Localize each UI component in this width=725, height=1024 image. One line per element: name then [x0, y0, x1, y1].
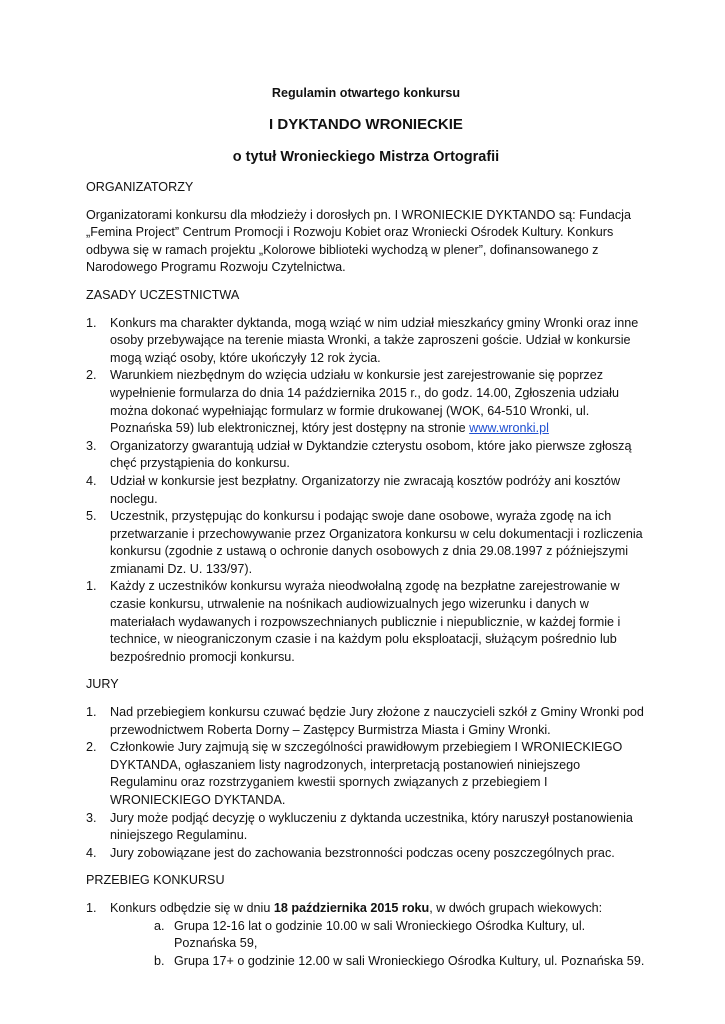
list-marker: 2.: [86, 740, 97, 755]
document-tagline: o tytuł Wronieckiego Mistrza Ortografii: [232, 149, 500, 165]
section-heading-jury: JURY: [86, 677, 119, 692]
section-heading-organizers: ORGANIZATORZY: [86, 180, 194, 194]
document-subtitle: Regulamin otwartego konkursu: [271, 86, 461, 100]
list-item: [86, 810, 646, 845]
list-marker: 2.: [86, 368, 97, 383]
list-marker: a.: [154, 918, 165, 933]
list-item: [86, 900, 646, 970]
event-date: 18 października 2015 roku: [273, 900, 430, 915]
jury-list: [86, 704, 646, 862]
section-heading-rules: ZASADY UCZESTNICTWA: [86, 287, 240, 302]
list-item-text: Udział w konkursie jest bezpłatny. Organizatorzy nie zwracają kosztów podróży ani kosztów noclegu.: [110, 473, 621, 506]
course-list: [86, 900, 646, 970]
list-item: [86, 473, 646, 508]
rules-list: [86, 315, 646, 667]
list-item: [86, 438, 646, 473]
list-item: [86, 845, 646, 863]
list-item: [86, 578, 646, 666]
list-item: [86, 508, 646, 578]
list-marker: 3.: [86, 438, 97, 453]
document-title: I DYKTANDO WRONIECKIE: [269, 116, 463, 133]
list-marker: b.: [154, 953, 165, 968]
list-subitem-text: Grupa 17+ o godzinie 12.00 w sali Wronieckiego Ośrodka Kultury, ul. Poznańska 59.: [174, 953, 645, 968]
list-item-text: Uczestnik, przystępując do konkursu i podając swoje dane osobowe, wyraża zgodę na ich przetwarzanie i przechowywanie przez Organizatora konkursu w celu dokumentacji i rozliczenia konkursu (zgodnie z ustawą o ochronie danych osobowych z dnia 29.08.1997 z późniejszymi zmianami Dz. U. 133/97).: [110, 509, 643, 576]
list-marker: 4.: [86, 473, 97, 488]
list-marker: 5.: [86, 509, 97, 524]
section-heading-course: PRZEBIEG KONKURSU: [86, 873, 225, 888]
website-link[interactable]: www.wronki.pl: [469, 421, 549, 436]
list-marker: 1.: [86, 579, 97, 594]
organizers-paragraph: Organizatorami konkursu dla młodzieży i dorosłych pn. I WRONIECKIE DYKTANDO są: Fundacja „Femina Project” Centrum Promocji i Rozwoju Kobiet oraz Wroniecki Ośrodek Kultury. Konkurs odbywa się w ramach projektu „Kolorowe biblioteki wychodzą w plener”, dofinansowanego z Narodowego Programu Rozwoju Czytelnictwa.: [86, 207, 631, 275]
list-subitem: [110, 918, 646, 953]
list-subitem-text: Grupa 12-16 lat o godzinie 10.00 w sali Wronieckiego Ośrodka Kultury, ul. Poznańska 59,: [174, 918, 586, 951]
list-marker: 1.: [86, 315, 97, 330]
list-item: [86, 739, 646, 809]
list-item-text: Członkowie Jury zajmują się w szczególności prawidłowym przebiegiem I WRONIECKIEGO DYKTANDA, ogłaszaniem listy nagrodzonych, interpretacją postanowień niniejszego Regulaminu oraz rozstrzyganiem kwestii spornych związanych z przebiegiem I WRONIECKIEGO DYKTANDA.: [110, 740, 623, 807]
list-marker: 1.: [86, 900, 97, 915]
document-page: [86, 84, 646, 980]
list-item-text: Organizatorzy gwarantują udział w Dyktandzie czterystu osobom, które jako pierwsze zgłoszą chęć przystąpienia do konkursu.: [110, 438, 632, 471]
list-marker: 1.: [86, 705, 97, 720]
list-item: [86, 704, 646, 739]
list-subitem: [110, 953, 646, 971]
list-marker: 3.: [86, 810, 97, 825]
list-item: [86, 315, 646, 368]
list-item-text: Jury zobowiązane jest do zachowania bezstronności podczas oceny poszczególnych prac.: [110, 845, 615, 860]
list-item-text: Konkurs odbędzie się w dniu: [110, 900, 274, 915]
list-item: [86, 367, 646, 437]
list-item-text: Nad przebiegiem konkursu czuwać będzie Jury złożone z nauczycieli szkół z Gminy Wronki pod przewodnictwem Roberta Dorny – Zastępcy Burmistrza Miasta i Gminy Wronki.: [110, 705, 644, 737]
age-groups-list: [110, 918, 646, 971]
list-item-text-end: , w dwóch grupach wiekowych:: [429, 900, 603, 915]
list-marker: 4.: [86, 845, 97, 860]
list-item-text: Konkurs ma charakter dyktanda, mogą wziąć w nim udział mieszkańcy gminy Wronki oraz inne osoby przebywające na terenie miasta Wronki, a także zaproszeni goście. Udział w konkursie mogą wziąć osoby, które ukończyły 12 rok życia.: [110, 315, 639, 365]
list-item-text: Warunkiem niezbędnym do wzięcia udziału w konkursie jest zarejestrowanie się poprzez wypełnienie formularza do dnia 14 października 2015 r., do godz. 14.00, Zgłoszenia udziału można dokonać wypełniając formularz w formie drukowanej (WOK, 64-510 Wronki, ul. Poznańska 59) lub elektronicznej, który jest dostępny na stronie: [110, 368, 619, 436]
list-item-text: Każdy z uczestników konkursu wyraża nieodwołalną zgodę na bezpłatne zarejestrowanie w czasie konkursu, utrwalenie na nośnikach audiowizualnych jego wizerunku i danych w materiałach wydawanych i rozpowszechnianych publicznie i niepublicznie, w każdej formie i technice, w nieograniczonym czasie i na każdym polu eksploatacji, służącym pośrednio lub bezpośrednio promocji konkursu.: [110, 579, 621, 664]
list-item-text: Jury może podjąć decyzję o wykluczeniu z dyktanda uczestnika, który naruszył postanowienia niniejszego Regulaminu.: [110, 810, 633, 843]
